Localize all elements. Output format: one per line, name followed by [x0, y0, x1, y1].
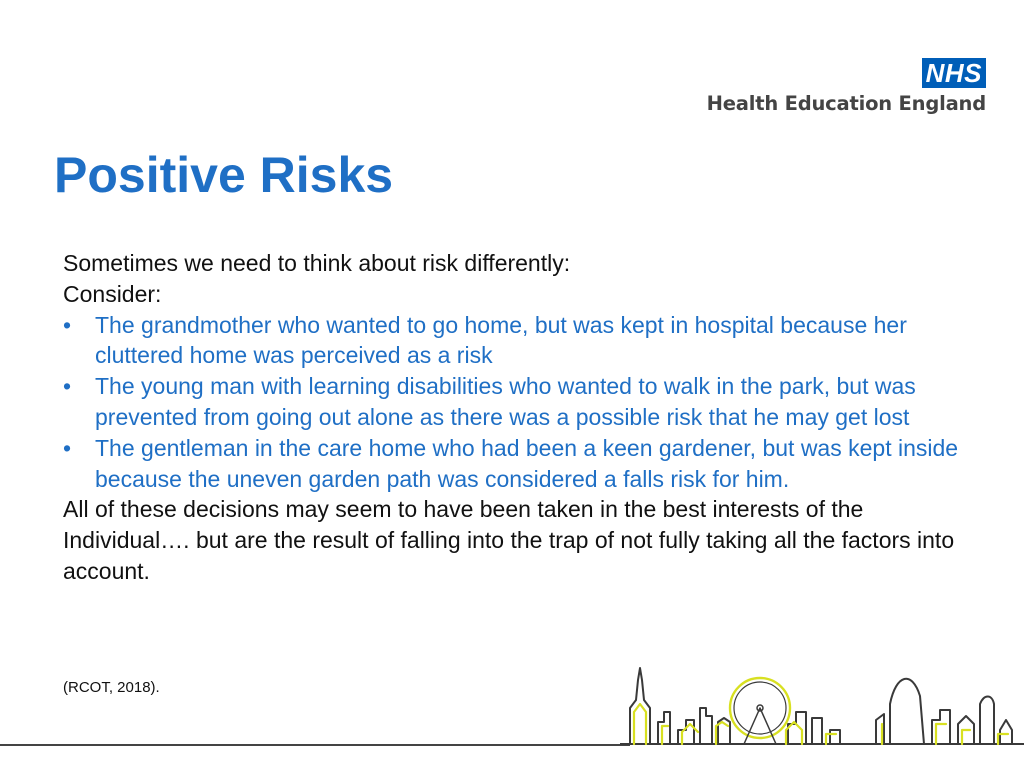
conclusion-text: All of these decisions may seem to have been taken in the best interests of the Individual…. but are the result of falling into the trap of not fully taking all the factors into account.	[63, 496, 955, 584]
bullet-icon: •	[63, 434, 72, 461]
risk-examples-list	[63, 310, 983, 495]
citation: (RCOT, 2018).	[63, 679, 160, 696]
slide-body	[63, 248, 983, 587]
list-item	[63, 433, 983, 495]
intro-text: Sometimes we need to think about risk differently:	[63, 250, 571, 276]
consider-label: Consider:	[63, 280, 162, 307]
list-item-text: The grandmother who wanted to go home, but was kept in hospital because her cluttered home was perceived as a risk	[95, 311, 907, 369]
footer-divider	[0, 744, 630, 746]
list-item-text: The gentleman in the care home who had been a keen gardener, but was kept inside because the uneven garden path was considered a falls risk for him.	[95, 434, 959, 492]
bullet-icon: •	[63, 311, 72, 338]
list-item	[63, 371, 983, 433]
list-item-text: The young man with learning disabilities who wanted to walk in the park, but was prevented from going out alone as there was a possible risk that he may get lost	[95, 373, 916, 430]
org-name: Health Education England	[706, 92, 986, 115]
london-skyline-icon	[620, 660, 1024, 768]
nhs-logo-mark: NHS	[922, 58, 986, 88]
nhs-hee-logo	[707, 58, 986, 115]
slide-title: Positive Risks	[54, 147, 394, 203]
bullet-icon: •	[63, 373, 72, 400]
list-item	[63, 310, 983, 372]
